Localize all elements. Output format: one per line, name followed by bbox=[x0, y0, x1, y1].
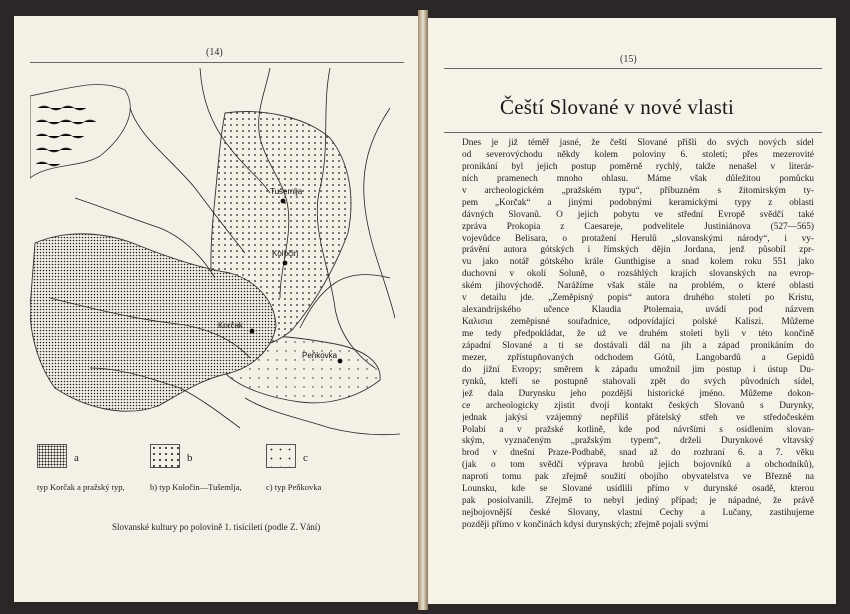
body-line: naproti tomu pak zřejmě soužití obojího obyvatelstva ve Březně na bbox=[462, 472, 814, 483]
city-tusemlja-dot bbox=[281, 199, 286, 204]
legend-swatch-b bbox=[150, 444, 180, 468]
body-line: pak posiolvanili. Zřejmě to nebyl jediný případ; je nápadné, že právě bbox=[462, 496, 814, 507]
map-slavic-cultures bbox=[30, 68, 410, 440]
legend-caption-c: c) typ Peňkovka bbox=[266, 482, 322, 492]
body-line: ským, vyznačeným „pražským typem“, drželi Durynkové vltavský bbox=[462, 436, 814, 447]
body-line: ních pramenech mnoho ohlasu. Máme však důležitou pomůcku bbox=[462, 173, 814, 184]
body-line: od severovýchodu někdy kolem poloviny 6. století; přes mezerovité bbox=[462, 149, 814, 160]
legend-swatch-a bbox=[37, 444, 67, 468]
body-line: dávných Slovanů. O jejich pobytu ve střední Evropě svědčí také bbox=[462, 209, 814, 220]
map-label-korcak: Korčak bbox=[218, 321, 243, 330]
body-line: Lounsku, kde se Slované usídlili přímo v durynské osadě, kterou bbox=[462, 484, 814, 495]
body-line: pem „Korčak“ a jinými podobnými keramickými typy z oblasti bbox=[462, 197, 814, 208]
city-kolocin-dot bbox=[283, 261, 288, 266]
book-spine bbox=[418, 10, 428, 610]
body-line: do jižní Evropy; směrem k západu umožnil jim postup i ústup Du- bbox=[462, 364, 814, 375]
legend-letter-c: c bbox=[303, 452, 308, 464]
legend-caption-a: typ Korčak a pražský typ, bbox=[37, 482, 125, 492]
body-line: vu jako notář gótského krále Gunthigise a snad kolem roku 551 jako bbox=[462, 257, 814, 268]
body-line: právění autora gótských i římských dějin Jordana, jenž působil zpr- bbox=[462, 245, 814, 256]
body-line: v archeologickém „pražském typu“, příbuzném s žitomirským ty- bbox=[462, 185, 814, 196]
title-rule bbox=[444, 132, 822, 133]
body-line: brod v dnešní Praze-Podbabě, snad až do rozhraní 6. a 7. věku bbox=[462, 448, 814, 459]
body-text bbox=[462, 138, 814, 532]
body-line: později přímo v končinách kdysi durynských; zřejmě pojali svými bbox=[462, 520, 709, 530]
body-line: rynků, kteří se postupně stahovali zpět do svých původních sídel, bbox=[462, 376, 814, 387]
body-line: v detailu jde. „Zeměpisný popis“ autora druhého století po Kristu, bbox=[462, 293, 814, 304]
legend-swatch-c bbox=[266, 444, 296, 468]
figure-caption: Slovanské kultury po polovině 1. tisíciletí (podle Z. Vání) bbox=[112, 522, 321, 532]
right-header-rule bbox=[444, 68, 822, 69]
body-line: Polabí a v pražské kotlině, kde pod návršími s osídlením slovan- bbox=[462, 424, 814, 435]
map-label-penkovka: Peňkovka bbox=[302, 351, 338, 360]
city-korcak-dot bbox=[250, 329, 255, 334]
left-header-rule bbox=[30, 62, 404, 63]
body-line: zpráva Prokopia z Caesareje, podvelitele Justiniánova (527—565) bbox=[462, 221, 814, 232]
body-line: jednak jakýsi vzájemný nepříliš přátelský střeh ve středočeském bbox=[462, 412, 814, 423]
body-line: (jak o tom svědčí výprava hrobů jejich bojovníků a obchodníků), bbox=[462, 460, 814, 471]
body-line: Dnes je již téměř jasné, že čeští Slované přišli do svých nových sídel bbox=[462, 138, 814, 148]
legend-letter-b: b bbox=[187, 452, 193, 464]
chapter-title: Čeští Slované v nové vlasti bbox=[500, 95, 735, 119]
body-line: me tedy předpokládat, že už ve druhém století byli v této končině bbox=[462, 329, 814, 339]
city-penkovka-dot bbox=[338, 359, 343, 364]
body-line: západní Slované a ti se dostávali dál na jih a západ pronikáním do bbox=[462, 340, 814, 351]
body-line: jež dala Durynsku jeho pozdější historické jméno. Můžeme dokon- bbox=[462, 388, 814, 399]
body-line: vojevůdce Belisara, o protažení Herulů „slovanskými národy“, i vy- bbox=[462, 233, 814, 244]
legend-caption-b: b) typ Koločin—Tušemlja, bbox=[150, 482, 242, 492]
right-page-number: (15) bbox=[620, 54, 637, 65]
map-label-kolocin: Koločin bbox=[272, 249, 299, 258]
legend-letter-a: a bbox=[74, 452, 79, 464]
map-label-tusemlja: Tušemlja bbox=[270, 187, 303, 196]
body-line: duchovní v okolí Soluně, o rozsáhlých krajích slovanských na evrop- bbox=[462, 269, 814, 280]
left-page-number: (14) bbox=[206, 47, 223, 58]
body-line: Καλισια zeměpisné souřadnice, odpovídající polské Kaliszi. Můžeme bbox=[462, 317, 814, 328]
map-sea-hatching bbox=[36, 106, 96, 166]
body-line: ce archeologicky zjistit dvojí kontakt českých Slovanů s Durynky, bbox=[462, 400, 814, 411]
body-line: mezer, zpřístupňovaných odchodem Gótů, Langobardů a Gepidů bbox=[462, 352, 814, 363]
body-line: nejbojovnější české Slovany, vlastní Čechy a Lučany, zastihujeme bbox=[462, 508, 814, 519]
body-line: pronikání byl jejich postup poměrně rychlý, takže nenašel v literár- bbox=[462, 161, 814, 172]
body-line: ském jihovýchodě. Narážíme však stále na problém, o které oblasti bbox=[462, 281, 814, 292]
body-line: alexandrijského učence Klaudia Ptolemaia, uvádí pod názvem bbox=[462, 305, 814, 316]
